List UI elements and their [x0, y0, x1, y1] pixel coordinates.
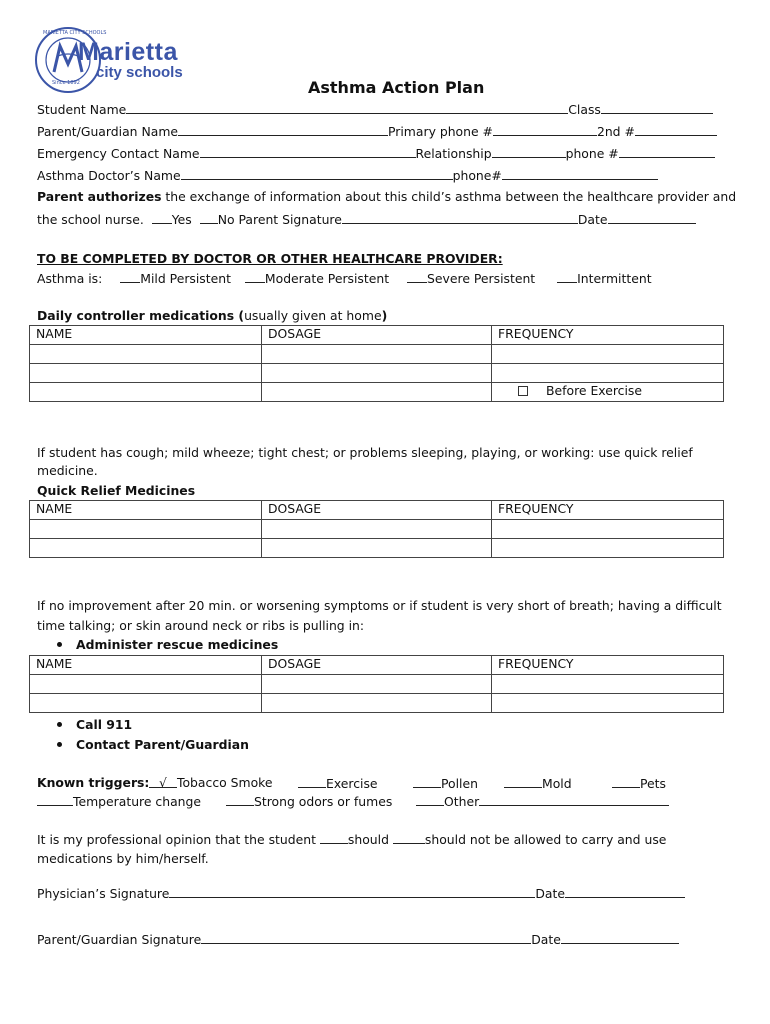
frequency-cell[interactable] — [492, 364, 724, 383]
second-phone-field[interactable] — [635, 122, 717, 136]
trigger-odors — [226, 792, 392, 811]
triggers-label: Known triggers: — [37, 775, 150, 790]
dosage-cell[interactable] — [262, 383, 492, 402]
frequency-header: FREQUENCY — [492, 501, 724, 520]
table-row — [30, 539, 724, 558]
parent-signature-label: Parent Signature — [238, 212, 342, 227]
name-cell[interactable] — [30, 675, 262, 694]
second-phone-label: 2nd # — [596, 124, 635, 139]
frequency-cell[interactable] — [492, 675, 724, 694]
rescue-medications-table — [29, 655, 724, 713]
doctor-name-label: Asthma Doctor’s Name — [37, 168, 181, 183]
parent-name-label: Parent/Guardian Name — [37, 124, 179, 139]
doctor-name-field[interactable] — [181, 166, 453, 180]
doctor-row — [37, 166, 658, 185]
physician-signature-field[interactable] — [169, 884, 535, 898]
other-label: Other — [444, 794, 480, 809]
dosage-cell[interactable] — [262, 675, 492, 694]
frequency-cell — [492, 383, 724, 402]
table-header-row — [30, 656, 724, 675]
parent-date-label: Date — [531, 932, 561, 947]
phone-label: phone # — [565, 146, 619, 161]
moderate-persistent-label: Moderate Persistent — [264, 271, 390, 286]
daily-heading-normal: usually given at home — [244, 308, 382, 323]
frequency-cell[interactable] — [492, 520, 724, 539]
asthma-severity-row — [37, 269, 652, 288]
other-blank[interactable] — [416, 792, 444, 806]
physician-signature-label: Physician’s Signature — [37, 886, 170, 901]
no-label: No — [217, 212, 235, 227]
dosage-cell[interactable] — [262, 345, 492, 364]
authorization-line-2 — [37, 210, 696, 229]
dosage-cell[interactable] — [262, 520, 492, 539]
odors-blank[interactable] — [226, 792, 254, 806]
exercise-label: Exercise — [326, 776, 378, 791]
exercise-blank[interactable] — [298, 774, 326, 788]
rescue-instruction-2: time talking; or skin around neck or ribs is pulling in: — [37, 618, 365, 633]
authorization-date-label: Date — [577, 212, 608, 227]
parent-row — [37, 122, 717, 141]
physician-date-label: Date — [535, 886, 565, 901]
bullet-icon — [57, 742, 62, 747]
rescue-bullet-label: Administer rescue medicines — [76, 637, 279, 652]
frequency-cell[interactable] — [492, 345, 724, 364]
pets-label: Pets — [640, 776, 666, 791]
dosage-cell[interactable] — [262, 539, 492, 558]
logo-seal-text: MARIETTA CITY SCHOOLS — [43, 30, 107, 36]
opinion-line-2: medications by him/herself. — [37, 851, 209, 866]
dosage-cell[interactable] — [262, 364, 492, 383]
name-cell[interactable] — [30, 539, 262, 558]
tobacco-label: Tobacco Smoke — [177, 775, 273, 790]
severe-blank[interactable] — [407, 269, 427, 283]
severe-persistent-label: Severe Persistent — [427, 271, 536, 286]
table-row — [30, 345, 724, 364]
rescue-instruction: If no improvement after 20 min. or worsening symptoms or if student is very short of breath; having a difficult — [37, 598, 722, 613]
other-field[interactable] — [479, 792, 669, 806]
table-row — [30, 675, 724, 694]
trigger-mold — [504, 774, 572, 793]
trigger-exercise — [298, 774, 378, 793]
should-label: should — [347, 832, 389, 847]
authorization-text-2: the school nurse. — [37, 212, 144, 227]
name-cell[interactable] — [30, 694, 262, 713]
dosage-header: DOSAGE — [262, 501, 492, 520]
call-911-label: Call 911 — [76, 717, 133, 732]
primary-phone-field[interactable] — [493, 122, 597, 136]
bullet-icon — [57, 722, 62, 727]
doctor-phone-label: phone# — [452, 168, 502, 183]
name-cell[interactable] — [30, 383, 262, 402]
name-cell[interactable] — [30, 520, 262, 539]
table-row — [30, 364, 724, 383]
primary-phone-label: Primary phone # — [388, 124, 493, 139]
mold-blank[interactable] — [504, 774, 542, 788]
trigger-other — [416, 792, 669, 811]
pollen-blank[interactable] — [413, 774, 441, 788]
authorization-date-field[interactable] — [608, 210, 696, 224]
should-not-blank[interactable] — [393, 830, 425, 844]
doctor-section-heading: TO BE COMPLETED BY DOCTOR OR OTHER HEALTHCARE PROVIDER: — [37, 251, 503, 266]
table-header-row — [30, 501, 724, 520]
emergency-contact-field[interactable] — [200, 144, 416, 158]
parent-date-field[interactable] — [561, 930, 679, 944]
trigger-temperature — [37, 792, 201, 811]
quick-relief-instruction: If student has cough; mild wheeze; tight chest; or problems sleeping, playing, or working: use quick relief — [37, 445, 693, 460]
student-name-label: Student Name — [37, 102, 127, 117]
asthma-is-label: Asthma is: — [37, 271, 103, 286]
daily-medications-table — [29, 325, 724, 402]
parent-name-field[interactable] — [178, 122, 388, 136]
physician-signature-row — [37, 884, 685, 903]
pets-blank[interactable] — [612, 774, 640, 788]
daily-heading-close: ) — [381, 308, 388, 323]
name-header: NAME — [30, 326, 262, 345]
quick-relief-heading: Quick Relief Medicines — [37, 483, 196, 498]
emergency-row — [37, 144, 715, 163]
frequency-cell[interactable] — [492, 539, 724, 558]
table-row — [30, 694, 724, 713]
relationship-label: Relationship — [415, 146, 492, 161]
bullet-icon — [57, 642, 62, 647]
name-cell[interactable] — [30, 345, 262, 364]
relationship-field[interactable] — [492, 144, 566, 158]
name-header: NAME — [30, 656, 262, 675]
check-mark-icon: √ — [159, 775, 167, 790]
opinion-text: It is my professional opinion that the student — [37, 832, 316, 847]
page-title: Asthma Action Plan — [308, 78, 485, 97]
dosage-cell[interactable] — [262, 694, 492, 713]
student-name-field[interactable] — [126, 100, 568, 114]
authorization-lead: Parent authorizes — [37, 189, 162, 204]
mold-label: Mold — [542, 776, 572, 791]
logo-name: Marietta — [78, 38, 178, 66]
parent-signature-field[interactable] — [342, 210, 578, 224]
parent-signature-row — [37, 930, 679, 949]
yes-blank[interactable] — [152, 210, 172, 224]
daily-heading — [37, 307, 387, 325]
contact-parent-label: Contact Parent/Guardian — [76, 737, 249, 752]
name-header: NAME — [30, 501, 262, 520]
doctor-phone-field[interactable] — [502, 166, 658, 180]
table-header-row — [30, 326, 724, 345]
authorization-line-1 — [37, 188, 736, 206]
logo-since: Since 1892 — [52, 80, 80, 86]
should-blank[interactable] — [320, 830, 348, 844]
mild-persistent-label: Mild Persistent — [140, 271, 231, 286]
dosage-header: DOSAGE — [262, 656, 492, 675]
quick-relief-table — [29, 500, 724, 558]
table-row — [30, 383, 724, 402]
temperature-label: Temperature change — [73, 794, 202, 809]
contact-parent-bullet — [30, 736, 249, 754]
before-exercise-label: Before Exercise — [546, 383, 643, 398]
mild-blank[interactable] — [120, 269, 140, 283]
no-blank[interactable] — [200, 210, 218, 224]
trigger-tobacco — [149, 774, 273, 792]
intermittent-label: Intermittent — [577, 271, 652, 286]
trigger-pollen — [413, 774, 478, 793]
trigger-pets — [612, 774, 666, 793]
authorization-text: the exchange of information about this child’s asthma between the healthcare provider and — [161, 189, 737, 204]
emergency-contact-label: Emergency Contact Name — [37, 146, 200, 161]
frequency-cell[interactable] — [492, 694, 724, 713]
tobacco-blank[interactable] — [149, 774, 177, 788]
table-row — [30, 520, 724, 539]
intermittent-blank[interactable] — [557, 269, 577, 283]
logo-subname: city schools — [96, 64, 183, 81]
dosage-header: DOSAGE — [262, 326, 492, 345]
temperature-blank[interactable] — [37, 792, 73, 806]
parent-guardian-signature-field[interactable] — [201, 930, 531, 944]
daily-heading-bold: Daily controller medications ( — [37, 308, 245, 323]
parent-guardian-signature-label: Parent/Guardian Signature — [37, 932, 202, 947]
yes-label: Yes — [171, 212, 192, 227]
physician-date-field[interactable] — [565, 884, 685, 898]
call-911-bullet — [30, 716, 132, 734]
odors-label: Strong odors or fumes — [254, 794, 393, 809]
pollen-label: Pollen — [441, 776, 478, 791]
name-cell[interactable] — [30, 364, 262, 383]
should-not-label: should not be allowed to carry and use — [424, 832, 667, 847]
student-name-row — [37, 100, 713, 119]
school-logo — [34, 26, 214, 98]
class-field[interactable] — [601, 100, 713, 114]
rescue-bullet — [30, 636, 278, 654]
frequency-header: FREQUENCY — [492, 656, 724, 675]
phone-field[interactable] — [619, 144, 715, 158]
moderate-blank[interactable] — [245, 269, 265, 283]
opinion-line-1 — [37, 830, 666, 849]
quick-relief-instruction-2: medicine. — [37, 463, 98, 478]
before-exercise-checkbox[interactable] — [518, 386, 528, 396]
class-label: Class — [568, 102, 601, 117]
frequency-header: FREQUENCY — [492, 326, 724, 345]
